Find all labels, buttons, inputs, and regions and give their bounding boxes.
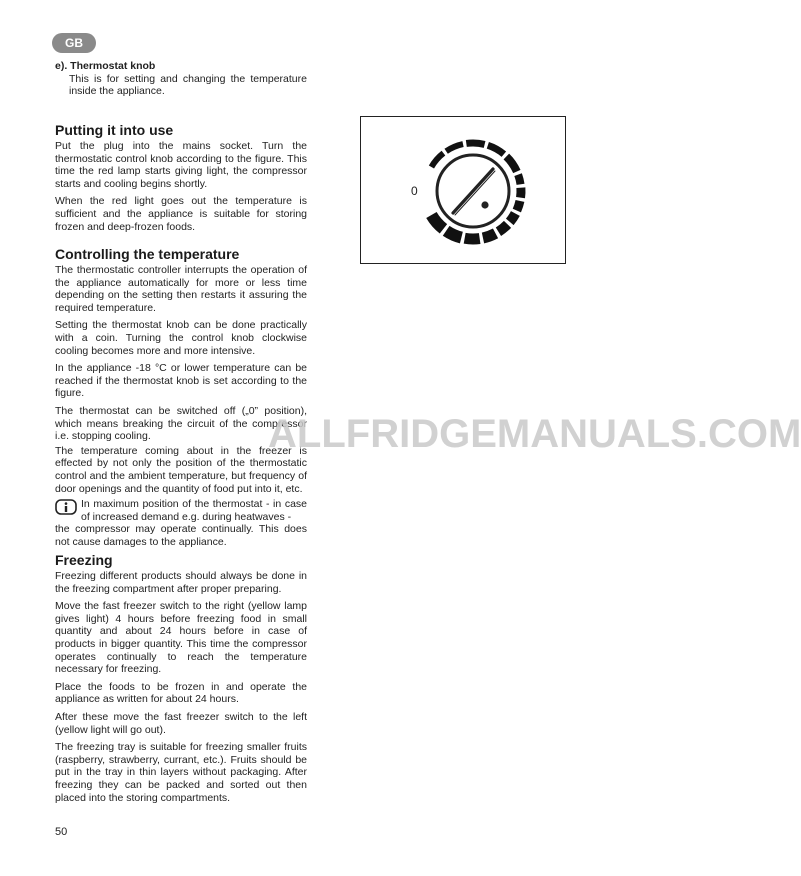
putting-into-use-heading: Putting it into use	[55, 122, 174, 138]
dial-segment	[446, 231, 461, 238]
paragraph: Put the plug into the mains socket. Turn the thermostatic control knob according to the figure. This time the red lamp starts giving light, the compressor starts and cooling begins shortly.	[55, 140, 307, 190]
knob-description: This is for setting and changing the temperature inside the appliance.	[69, 72, 307, 98]
paragraph: Setting the thermostat knob can be done practically with a coin. Turning the control knob clockwise cooling becomes more and more intensive.	[55, 319, 307, 357]
knob-label: e). Thermostat knob	[55, 60, 156, 72]
paragraph: Freezing different products should always be done in the freezing compartment after proper preparing.	[55, 570, 307, 595]
freezing-section	[55, 551, 307, 804]
info-note	[55, 498, 307, 548]
dial-segment	[498, 224, 507, 231]
paragraph: When the red light goes out the temperature is sufficient and the appliance is suitable for storing frozen and deep-frozen foods.	[55, 195, 307, 233]
thermostat-dial-icon	[361, 117, 565, 263]
paragraph: The thermostat can be switched off („0” position), which means breaking the circuit of the compressor i.e. stopping cooling.	[55, 404, 307, 443]
paragraph: In the appliance -18 °C or lower temperature can be reached if the thermostat knob is set according to the figure.	[55, 362, 307, 400]
paragraph: The temperature coming about in the freezer is effected by not only the position of the thermostatic control and the ambient temperature, but frequency of door openings and the quantity of food put into it, etc.	[55, 444, 307, 495]
paragraph: The thermostatic controller interrupts the operation of the appliance automatically for more or less time depending on the setting then restarts it assuring the required temperature.	[55, 264, 307, 314]
dial-segment	[488, 145, 504, 154]
info-note-rest: the compressor may operate continually. This does not cause damages to the appliance.	[55, 523, 307, 548]
dial-segment	[483, 233, 496, 238]
dial-segment	[510, 214, 516, 222]
dial-segment	[446, 144, 463, 151]
dial-segment	[517, 201, 520, 211]
page-number: 50	[55, 826, 68, 838]
language-badge: GB	[52, 33, 96, 53]
dial-segment	[465, 238, 480, 239]
controlling-section	[55, 245, 307, 548]
knob-section	[55, 60, 307, 98]
putting-into-use-section	[55, 121, 307, 233]
controlling-heading: Controlling the temperature	[55, 246, 240, 262]
dial-segment	[431, 153, 443, 167]
paragraph: After these move the fast freezer switch to the left (yellow light will go out).	[55, 710, 307, 736]
dial-segment	[506, 156, 517, 171]
zero-position-label: 0	[411, 184, 418, 198]
watermark: ALLFRIDGEMANUALS.COM	[268, 412, 801, 456]
dial-segment	[466, 143, 484, 144]
freezing-heading: Freezing	[55, 552, 113, 568]
thermostat-knob-figure	[360, 116, 566, 264]
paragraph: Move the fast freezer switch to the right (yellow lamp gives light) 4 hours before freezing food in small quantity and about 24 hours before in case of products in bigger quantity. This time the compressor operates continually to reach the temperature necessary for freezing.	[55, 600, 307, 676]
paragraph: The freezing tray is suitable for freezing smaller fruits (raspberry, strawberry, currant, etc.). Fruits should be put in the tray in thin layers without packaging. After freezing they can be packed and sorted out then placed into the storing compartments.	[55, 741, 307, 804]
paragraph: Place the foods to be frozen in and operate the appliance as written for about 24 hours.	[55, 680, 307, 706]
dial-segment	[431, 215, 443, 229]
dial-indicator-dot	[481, 201, 488, 208]
info-note-first: In maximum position of the thermostat - in case of increased demand e.g. during heatwaves -	[81, 498, 307, 523]
info-icon	[55, 499, 77, 515]
dial-segment	[518, 175, 520, 185]
